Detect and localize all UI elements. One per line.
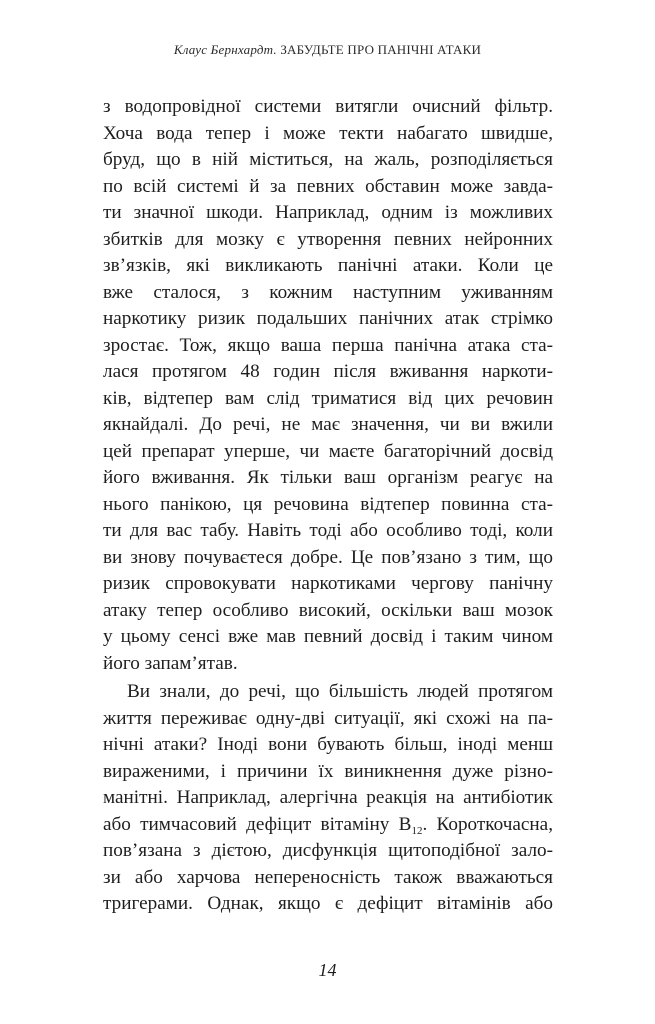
text-line: ти значної шкоди. Наприклад, одним із можливих	[103, 202, 553, 223]
text-line: тригерами. Однак, якщо є дефіцит вітамінів або	[103, 893, 553, 914]
running-header	[0, 42, 655, 58]
text-line: з водопровідної системи витягли очисний фільтр.	[103, 96, 553, 117]
text-line: зи або харчова непереносність також вважаються	[103, 866, 553, 888]
text-line: наркотику ризик подальших панічних атак стрімко	[103, 308, 553, 329]
text-line: Ви знали, до речі, що більшість людей протягом	[127, 681, 553, 702]
text-line: зв’язків, які викликають панічні атаки. Коли це	[103, 255, 553, 276]
text-line: якнайдалі. До речі, не має значення, чи ви вжили	[103, 414, 553, 435]
page-body	[103, 94, 553, 918]
text-line: по всій системі й за певних обставин може завда-	[103, 175, 553, 197]
header-author: Клаус Бернхардт.	[173, 42, 277, 57]
text-line: у цьому сенсі вже мав певний досвід і таким чином	[103, 626, 553, 647]
text-line: Хоча вода тепер і може текти набагато швидше,	[103, 122, 553, 144]
text-line: атаку тепер особливо високий, оскільки ваш мозок	[103, 599, 553, 621]
text-line: життя переживає одну-дві ситуації, які схожі на па-	[103, 707, 553, 729]
text-segment: . Короткочасна,	[422, 813, 553, 835]
text-line: ви знову почуваєтеся добре. Це пов’язано з тим, що	[103, 546, 553, 568]
text-line: збитків для мозку є утворення певних нейронних	[103, 228, 553, 250]
text-line: його вживання. Як тільки ваш організм реагує на	[103, 467, 553, 488]
text-line: нього панікою, ця речовина відтепер повинна ста-	[103, 493, 553, 515]
subscript: 12	[411, 824, 423, 837]
text-segment: або тимчасовий дефіцит вітаміну B	[103, 813, 412, 835]
text-line: цей препарат уперше, чи маєте багаторічний досвід	[103, 440, 553, 462]
text-line: бруд, що в ній міститься, на жаль, розподіляється	[103, 149, 553, 170]
page-number: 14	[318, 960, 337, 980]
paragraph-2	[103, 679, 553, 918]
text-line: нічні атаки? Іноді вони бувають більш, іноді менш	[103, 734, 553, 755]
text-line: ків, відтепер вам слід триматися від цих речовин	[103, 387, 553, 409]
text-line: зростає. Тож, якщо ваша перша панічна атака ста-	[103, 334, 553, 356]
text-line: ти для вас табу. Навіть тоді або особливо тоді, коли	[103, 520, 553, 541]
paragraph-1	[103, 94, 553, 677]
text-line	[103, 812, 553, 839]
text-line: лася протягом 48 годин після вживання наркоти-	[103, 361, 553, 382]
header-title: ЗАБУДЬТЕ ПРО ПАНІЧНІ АТАКИ	[280, 42, 482, 57]
text-line: вираженими, і причини їх виникнення дуже різно-	[103, 760, 553, 782]
text-line: ризик спровокувати наркотиками чергову панічну	[103, 573, 553, 594]
text-line: вже сталося, з кожним наступним уживанням	[103, 281, 553, 303]
text-line: його запам’ятав.	[103, 652, 238, 674]
text-line: манітні. Наприклад, алергічна реакція на антибіотик	[103, 787, 553, 808]
text-line: пов’язана з дієтою, дисфункція щитоподібної зало-	[103, 840, 553, 861]
